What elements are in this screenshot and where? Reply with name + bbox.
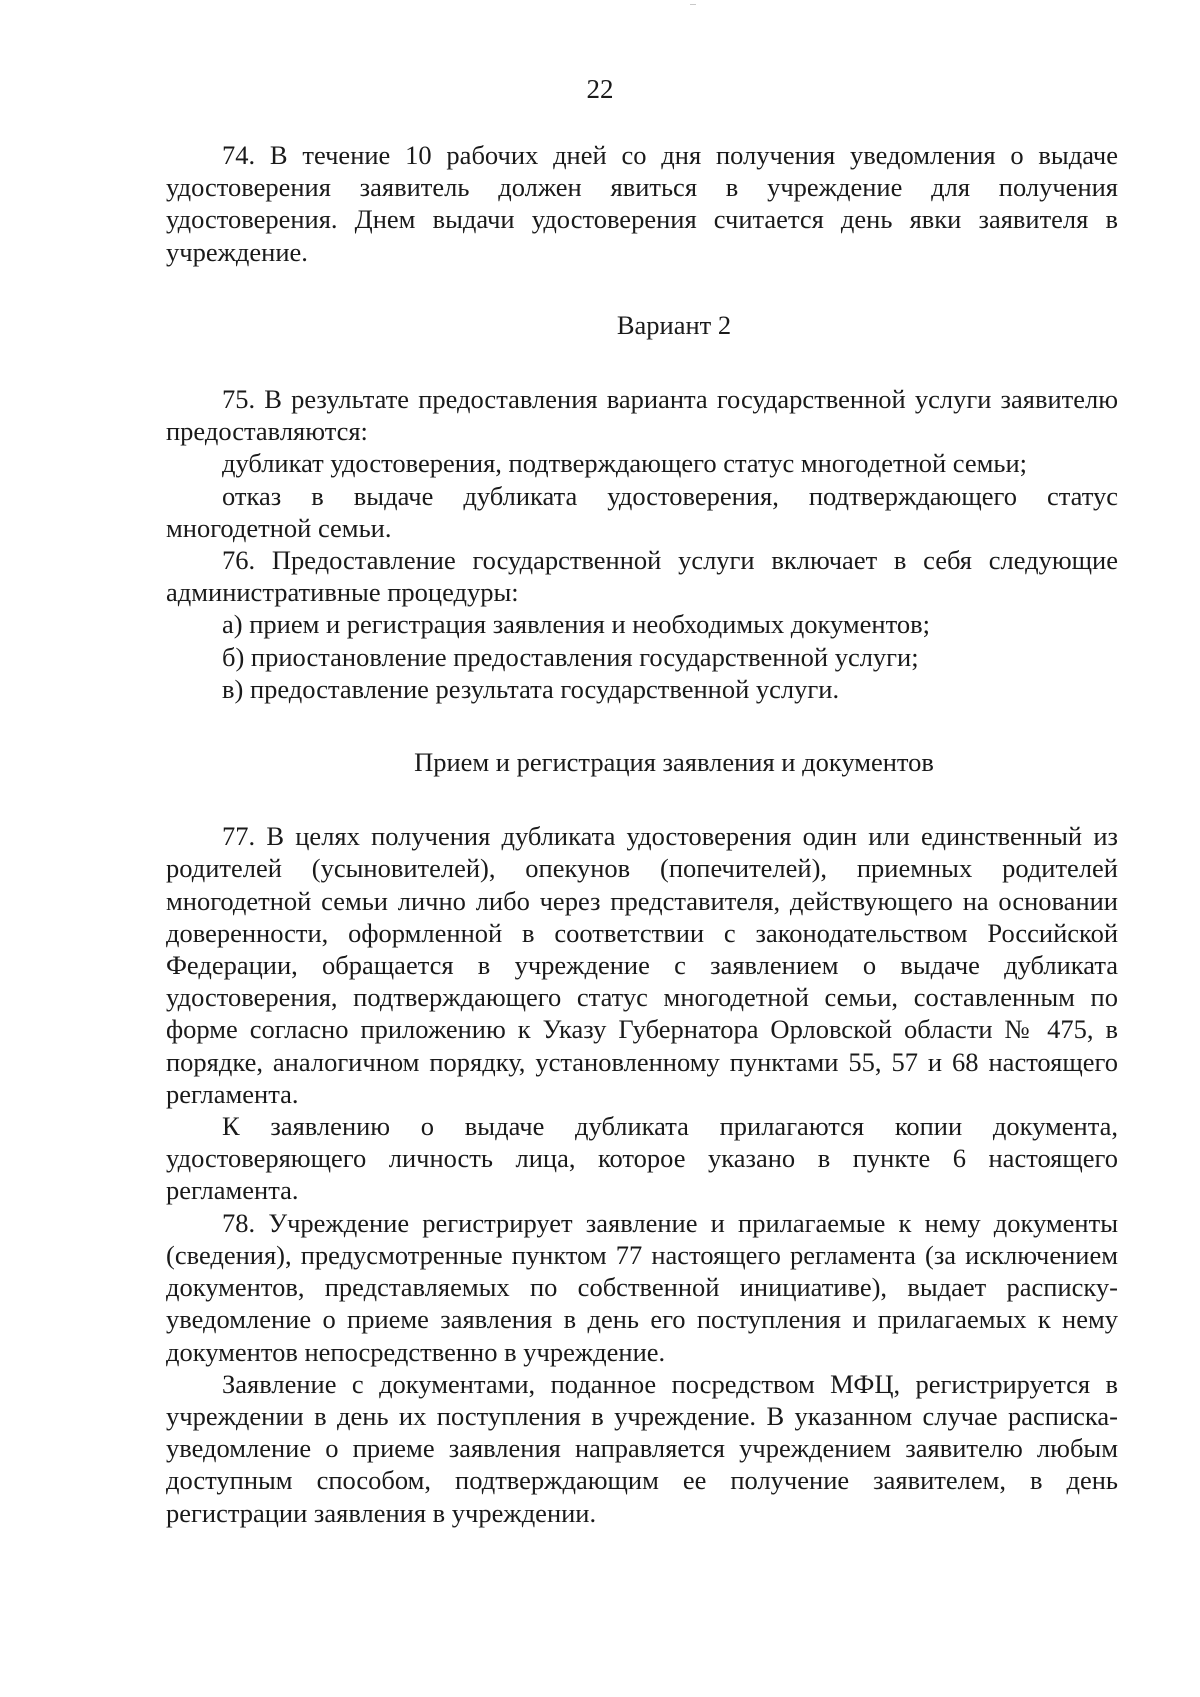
- paragraph-74: 74. В течение 10 рабочих дней со дня получения уведомления о выдаче удостоверения заявитель должен явиться в учреждение для получения удостоверения. Днем выдачи удостоверения считается день явки заявителя в учреждение.: [166, 140, 1118, 267]
- paragraph-75: 75. В результате предоставления варианта государственной услуги заявителю предоставляются:: [166, 384, 1118, 447]
- list-item-refusal: отказ в выдаче дубликата удостоверения, подтверждающего статус многодетной семьи.: [166, 480, 1118, 543]
- paragraph-78-mfc: Заявление с документами, поданное посредством МФЦ, регистрируется в учреждении в день их поступления в учреждение. В указанном случае расписка-уведомление о приеме заявления направляется учреждением заявителю любым доступным способом, подтверждающим ее получение заявителем, в день регистрации заявления в учреждении.: [166, 1368, 1118, 1528]
- paragraph-76: 76. Предоставление государственной услуги включает в себя следующие административные процедуры:: [166, 545, 1118, 608]
- paragraph-77-attachments: К заявлению о выдаче дубликата прилагаются копии документа, удостоверяющего личность лица, которое указано в пункте 6 настоящего регламента.: [166, 1111, 1118, 1206]
- paragraph-77: 77. В целях получения дубликата удостоверения один или единственный из родителей (усыновителей), опекунов (попечителей), приемных родителей многодетной семьи лично либо через представителя, действующего на основании доверенности, оформленной в соответствии с законодательством Российской Федерации, обращается в учреждение с заявлением о выдаче дубликата удостоверения, подтверждающего статус многодетной семьи, составленным по форме согласно приложению к Указу Губернатора Орловской области № 475, в порядке, аналогичном порядку, установленному пунктами 55, 57 и 68 настоящего регламента.: [166, 821, 1118, 1109]
- list-item-duplicate: дубликат удостоверения, подтверждающего статус многодетной семьи;: [222, 448, 1028, 479]
- heading-variant-2: Вариант 2: [616, 309, 732, 340]
- heading-reception-registration: Прием и регистрация заявления и документов: [414, 747, 934, 778]
- document-body: [166, 139, 1118, 1529]
- page-number: 22: [586, 74, 614, 104]
- paragraph-78: 78. Учреждение регистрирует заявление и прилагаемые к нему документы (сведения), предусмотренные пунктом 77 настоящего регламента (за исключением документов, представляемых по собственной инициативе), выдает расписку-уведомление о приеме заявления в день его поступления и прилагаемых к нему документов непосредственно в учреждение.: [166, 1207, 1118, 1367]
- procedure-item-a: а) прием и регистрация заявления и необходимых документов;: [222, 609, 930, 640]
- scan-speck: [690, 4, 696, 5]
- procedure-item-b: б) приостановление предоставления государственной услуги;: [222, 641, 919, 672]
- procedure-item-c: в) предоставление результата государственной услуги.: [222, 673, 840, 704]
